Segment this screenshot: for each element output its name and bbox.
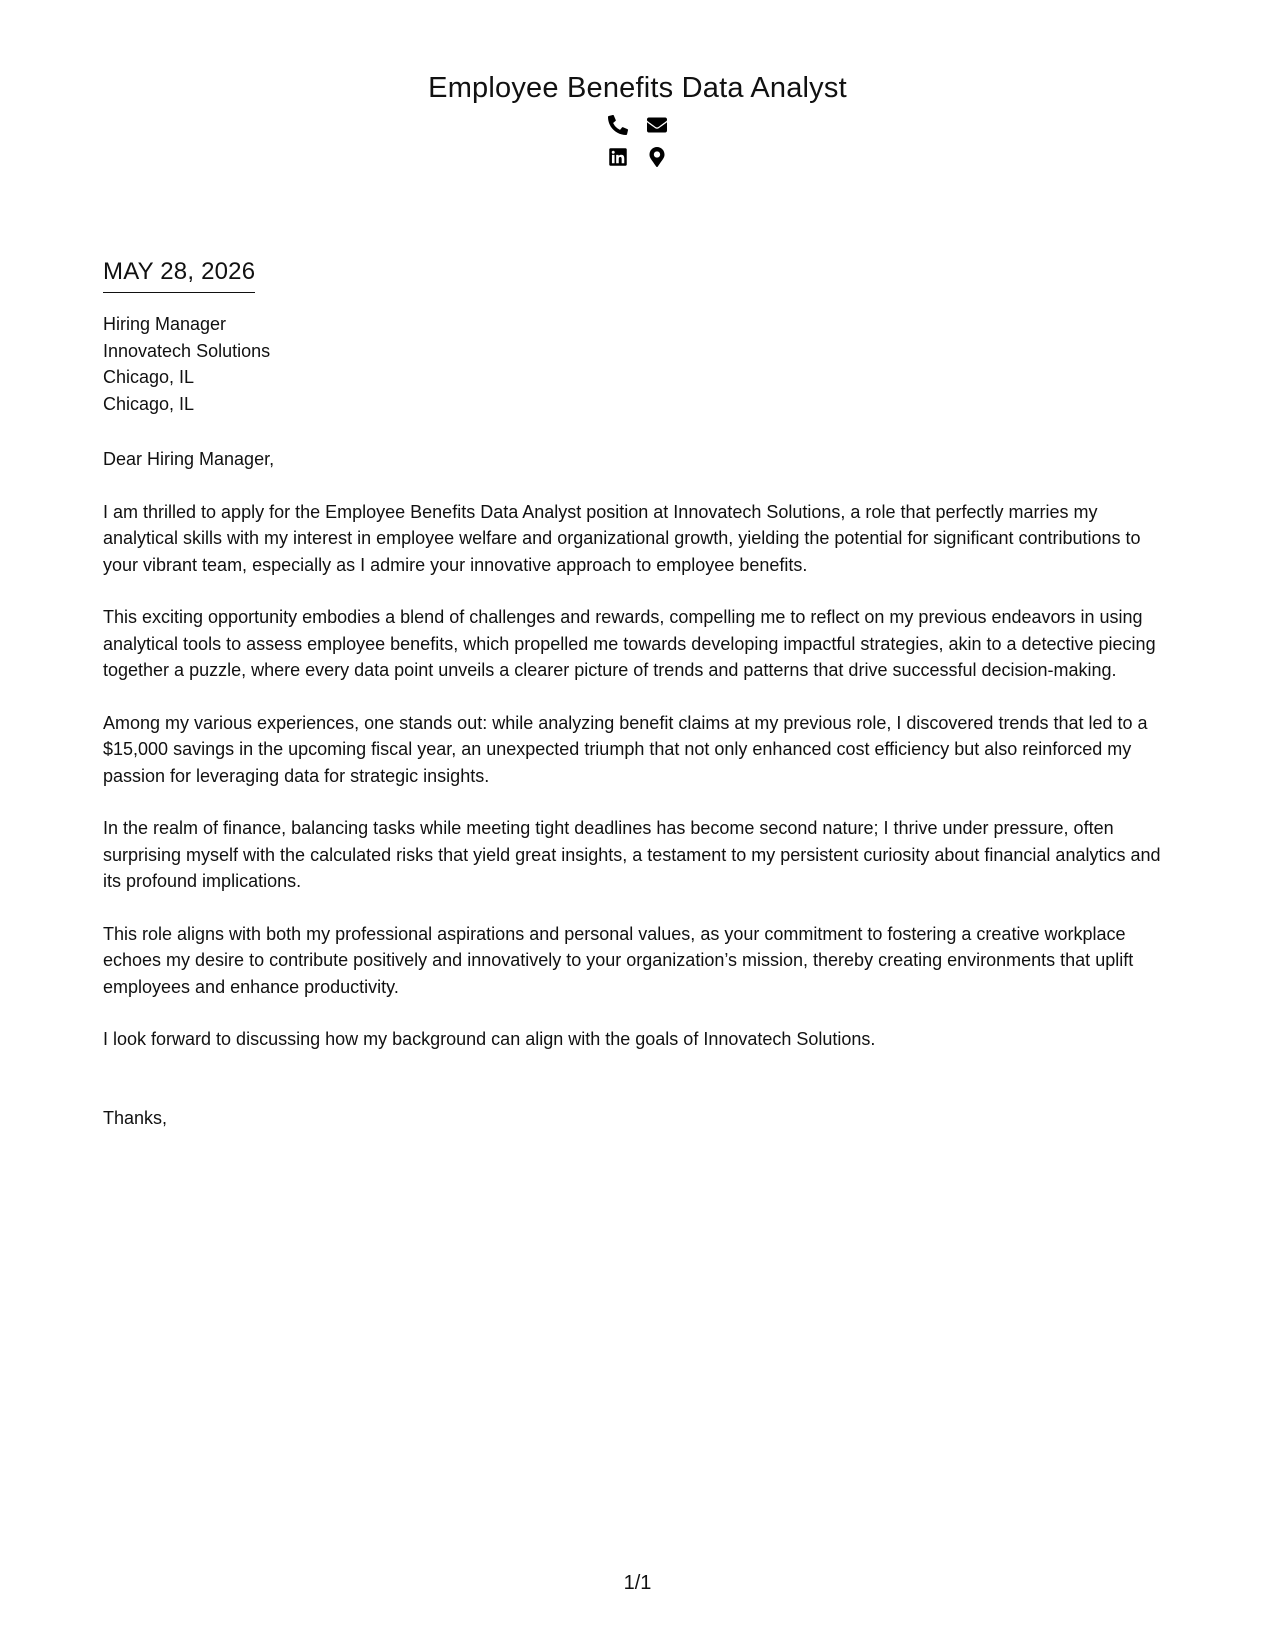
recipient-city: Chicago, IL <box>103 367 195 387</box>
letter-header <box>0 70 1275 168</box>
page-title: Employee Benefits Data Analyst <box>428 72 847 104</box>
map-marker-icon[interactable] <box>647 147 667 167</box>
paragraph-4: In the realm of finance, balancing tasks while meeting tight deadlines has become second nature; I thrive under pressure, often surprising myself with the calculated risks that yield great insights, a testament to my persistent curiosity about financial analytics and its profound implications. <box>103 818 1161 891</box>
paragraph-1: I am thrilled to apply for the Employee Benefits Data Analyst position at Innovatech Solutions, a role that perfectly marries my analytical skills with my interest in employee welfare and organizational growth, yielding the potential for significant contributions to your vibrant team, especially as I admire your innovative approach to employee benefits. <box>103 501 1141 575</box>
phone-icon[interactable] <box>608 115 628 135</box>
recipient-company: Innovatech Solutions <box>103 340 271 361</box>
linkedin-icon[interactable] <box>608 147 628 167</box>
contact-icons-row-1 <box>0 114 1275 136</box>
paragraph-6: I look forward to discussing how my background can align with the goals of Innovatech Solutions. <box>103 1029 876 1049</box>
letter-body <box>103 256 1173 1131</box>
recipient-block <box>103 311 1173 417</box>
paragraph-2: This exciting opportunity embodies a blend of challenges and rewards, compelling me to reflect on my previous endeavors in using analytical tools to assess employee benefits, which propelled me towards developing impactful strategies, akin to a detective piecing together a puzzle, where every data point unveils a clearer picture of trends and patterns that drive successful decision-making. <box>103 607 1156 680</box>
contact-icons-row-2 <box>0 146 1275 168</box>
paragraph-5: This role aligns with both my professional aspirations and personal values, as your commitment to fostering a creative workplace echoes my desire to contribute positively and innovatively to your organization’s mission, thereby creating environments that uplift employees and enhance productivity. <box>103 923 1134 997</box>
letter-date: MAY 28, 2026 <box>103 256 255 293</box>
recipient-name: Hiring Manager <box>103 314 227 334</box>
envelope-icon[interactable] <box>647 115 667 135</box>
closing: Thanks, <box>103 1107 168 1128</box>
page-indicator: 1/1 <box>623 1572 652 1594</box>
paragraph-3: Among my various experiences, one stands out: while analyzing benefit claims at my previous role, I discovered trends that led to a $15,000 savings in the upcoming fiscal year, an unexpected triumph that not only enhanced cost efficiency but also reinforced my passion for leveraging data for strategic insights. <box>103 712 1148 786</box>
salutation: Dear Hiring Manager, <box>103 449 275 469</box>
recipient-location: Chicago, IL <box>103 393 195 414</box>
